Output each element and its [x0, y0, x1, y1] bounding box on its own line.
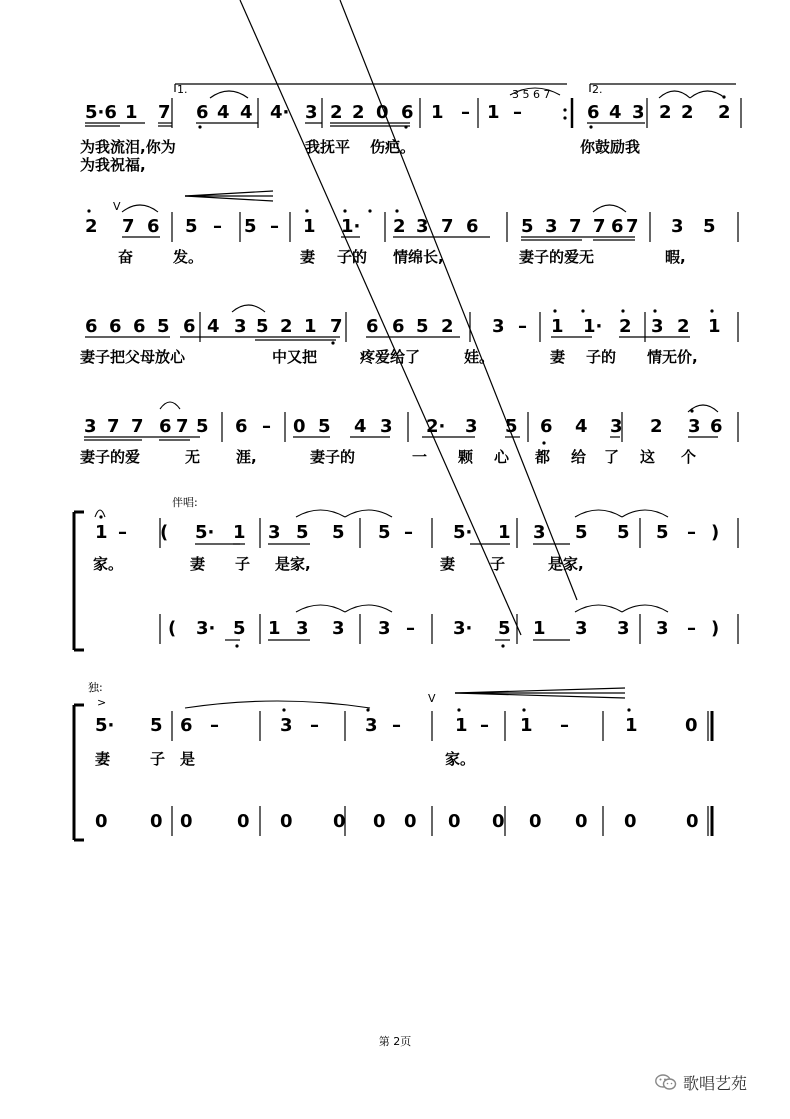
- note: (: [160, 522, 169, 543]
- lyric: 子: [490, 555, 506, 573]
- octave-dot: [542, 441, 545, 444]
- note: 3: [365, 715, 378, 736]
- note: 3: [632, 102, 645, 123]
- note: 4: [575, 416, 588, 437]
- note: 3: [416, 216, 429, 237]
- note: 5: [575, 522, 588, 543]
- lyric: 是家,: [548, 555, 584, 573]
- note: –: [560, 715, 569, 736]
- note: 2: [718, 102, 731, 123]
- note: 0: [180, 811, 193, 832]
- tie: [659, 91, 690, 98]
- wechat-icon: [655, 1073, 677, 1091]
- note: –: [392, 715, 401, 736]
- watermark: [655, 1072, 747, 1092]
- note: –: [461, 102, 470, 123]
- note: 2: [441, 316, 454, 337]
- note: 5: [157, 316, 170, 337]
- part-label: 独:: [88, 681, 103, 694]
- lyric: 奋: [118, 248, 134, 266]
- lyric: 你鼓励我: [580, 138, 641, 156]
- accent-mark: >: [97, 696, 107, 709]
- crescendo-hairpin: [455, 688, 625, 693]
- octave-dot: [710, 309, 713, 312]
- watermark-text: 歌唱艺苑: [683, 1073, 748, 1093]
- lyric: 情绵长,: [393, 248, 444, 266]
- note: 6: [183, 316, 196, 337]
- note: 1: [708, 316, 721, 337]
- note: 2: [681, 102, 694, 123]
- note: 5: [318, 416, 331, 437]
- note: 6: [85, 316, 98, 337]
- note: 0: [575, 811, 588, 832]
- octave-dot: [457, 708, 460, 711]
- octave-dot: [522, 708, 525, 711]
- fermata: [160, 402, 180, 409]
- lyric: 一: [412, 448, 428, 466]
- lyric: 发。: [173, 248, 204, 266]
- note: 3: [380, 416, 393, 437]
- note: 4·: [270, 102, 290, 123]
- octave-dot: [404, 125, 407, 128]
- octave-dot: [690, 409, 693, 412]
- note: 4: [207, 316, 220, 337]
- note: 7: [158, 102, 171, 123]
- note: 6: [401, 102, 414, 123]
- breath-mark: V: [113, 200, 121, 213]
- note: 6: [611, 216, 624, 237]
- note: 5: [498, 618, 511, 639]
- lyric: 伤疤。: [370, 138, 416, 156]
- note: 6: [159, 416, 172, 437]
- note: 5: [244, 216, 257, 237]
- note: 4: [354, 416, 367, 437]
- note: 7: [593, 216, 606, 237]
- note: 6: [133, 316, 146, 337]
- tie: [622, 510, 668, 517]
- breath-mark: V: [428, 692, 436, 705]
- slur: [210, 91, 248, 98]
- note: 1·: [583, 316, 603, 337]
- note: 1: [303, 216, 316, 237]
- note: 0: [280, 811, 293, 832]
- lyric: 妻子的爱: [80, 448, 141, 466]
- note: 6: [109, 316, 122, 337]
- note: 0: [685, 715, 698, 736]
- note: 6: [587, 102, 600, 123]
- note: (: [168, 618, 177, 639]
- note: 6: [366, 316, 379, 337]
- octave-dot: [627, 708, 630, 711]
- note: 3: [234, 316, 247, 337]
- note: 1: [520, 715, 533, 736]
- lyric: 给: [571, 448, 587, 466]
- note: 0: [448, 811, 461, 832]
- note: 3: [378, 618, 391, 639]
- tie: [185, 701, 370, 708]
- note: 1: [304, 316, 317, 337]
- note: 7: [122, 216, 135, 237]
- note: –: [513, 102, 522, 123]
- note: 0: [624, 811, 637, 832]
- lyric: 是: [180, 750, 196, 768]
- note: 5·: [453, 522, 473, 543]
- octave-dot: [282, 708, 285, 711]
- lyric: 娃。: [464, 348, 495, 366]
- note: 5: [233, 618, 246, 639]
- note: 3: [575, 618, 588, 639]
- note: 3: [671, 216, 684, 237]
- note: –: [687, 522, 696, 543]
- note: 7: [176, 416, 189, 437]
- note: 1: [625, 715, 638, 736]
- note: 0: [150, 811, 163, 832]
- octave-dot: [722, 95, 725, 98]
- lyric: 无: [185, 448, 201, 466]
- note: 2·: [426, 416, 446, 437]
- note: 2: [85, 216, 98, 237]
- tie: [296, 510, 345, 517]
- note: 6: [710, 416, 723, 437]
- lyric: 妻子的: [310, 448, 356, 466]
- grace-notes: 3 5 6 7: [512, 88, 551, 101]
- octave-dot: [581, 309, 584, 312]
- note: –: [518, 316, 527, 337]
- slur: [232, 305, 265, 312]
- note: 0: [529, 811, 542, 832]
- note: 0: [492, 811, 505, 832]
- tie: [345, 510, 392, 517]
- octave-dot: [653, 309, 656, 312]
- note: 6: [392, 316, 405, 337]
- note: 2: [659, 102, 672, 123]
- note: –: [310, 715, 319, 736]
- note: 1: [487, 102, 500, 123]
- note: –: [406, 618, 415, 639]
- lyric: 我抚平: [305, 138, 351, 156]
- note: –: [270, 216, 279, 237]
- note: 6: [466, 216, 479, 237]
- lyric: 子的: [337, 248, 368, 266]
- note: 1·: [341, 216, 361, 237]
- lyric: 这: [640, 448, 656, 466]
- note: 0: [95, 811, 108, 832]
- lyric: 子: [235, 555, 251, 573]
- note: 1: [455, 715, 468, 736]
- note: 5: [617, 522, 630, 543]
- note: –: [262, 416, 271, 437]
- lyric: 妻: [300, 248, 316, 266]
- slur: [122, 205, 158, 212]
- note: –: [210, 715, 219, 736]
- note: 5: [185, 216, 198, 237]
- note: 5·6: [85, 102, 117, 123]
- note: 1: [95, 522, 108, 543]
- octave-dot: [621, 309, 624, 312]
- lyric: 为我祝福,: [80, 156, 146, 174]
- lyric: 家。: [93, 555, 124, 573]
- note: 0: [376, 102, 389, 123]
- lyric: 都: [535, 448, 551, 466]
- note: 6: [196, 102, 209, 123]
- note: 3: [84, 416, 97, 437]
- note: 5: [656, 522, 669, 543]
- note: 1: [498, 522, 511, 543]
- note: –: [404, 522, 413, 543]
- tie: [345, 605, 392, 612]
- note: 3: [296, 618, 309, 639]
- note: 3: [332, 618, 345, 639]
- crescendo-hairpin: [185, 196, 273, 201]
- note: 2: [330, 102, 343, 123]
- octave-dot: [87, 209, 90, 212]
- note: 0: [404, 811, 417, 832]
- note: –: [480, 715, 489, 736]
- lyric: 妻子把父母放心: [80, 348, 186, 366]
- tie: [690, 91, 725, 98]
- note: 1: [431, 102, 444, 123]
- note: 7: [626, 216, 639, 237]
- tie: [575, 605, 622, 612]
- octave-dot: [368, 209, 371, 212]
- note: 1: [125, 102, 138, 123]
- octave-dot: [589, 125, 592, 128]
- note: 5: [150, 715, 163, 736]
- lyric: 暇,: [665, 248, 686, 266]
- tie: [296, 605, 345, 612]
- note: 7: [569, 216, 582, 237]
- note: –: [687, 618, 696, 639]
- note: 7: [330, 316, 343, 337]
- repeat-dot: [563, 116, 566, 119]
- note: 4: [609, 102, 622, 123]
- octave-dot: [198, 125, 201, 128]
- octave-dot: [395, 209, 398, 212]
- note: 2: [650, 416, 663, 437]
- lyric: 妻: [190, 555, 206, 573]
- note: 0: [237, 811, 250, 832]
- note: 3: [492, 316, 505, 337]
- note: 5: [521, 216, 534, 237]
- note: 2: [352, 102, 365, 123]
- octave-dot: [305, 209, 308, 212]
- ending-label: 1.: [177, 83, 188, 96]
- note: 3: [305, 102, 318, 123]
- note: 1: [533, 618, 546, 639]
- note: 3: [545, 216, 558, 237]
- octave-dot: [331, 341, 334, 344]
- page-number: 第 2页: [378, 1035, 412, 1048]
- octave-dot: [553, 309, 556, 312]
- octave-dot: [501, 644, 504, 647]
- octave-dot: [366, 708, 369, 711]
- crescendo-hairpin: [185, 191, 273, 196]
- note: 6: [235, 416, 248, 437]
- note: 3: [617, 618, 630, 639]
- note: 3·: [196, 618, 216, 639]
- note: 3: [610, 416, 623, 437]
- note: 0: [686, 811, 699, 832]
- tie: [575, 510, 622, 517]
- note: 0: [333, 811, 346, 832]
- repeat-dot: [563, 108, 566, 111]
- octave-dot: [99, 515, 102, 518]
- note: 4: [217, 102, 230, 123]
- note: 2: [677, 316, 690, 337]
- note: 7: [107, 416, 120, 437]
- note: 5: [256, 316, 269, 337]
- note: 1: [551, 316, 564, 337]
- note: 1: [233, 522, 246, 543]
- note: 2: [393, 216, 406, 237]
- note: 5: [378, 522, 391, 543]
- lyric: 妻: [95, 750, 111, 768]
- note: 1: [268, 618, 281, 639]
- note: 0: [373, 811, 386, 832]
- note: 6: [147, 216, 160, 237]
- note: 0: [293, 416, 306, 437]
- note: 5·: [195, 522, 215, 543]
- note: 3: [688, 416, 701, 437]
- part-label: 伴唱:: [172, 496, 198, 509]
- note: 3: [656, 618, 669, 639]
- lyric: 是家,: [275, 555, 311, 573]
- lyric: 子: [150, 750, 166, 768]
- note: 6: [540, 416, 553, 437]
- note: ): [711, 522, 720, 543]
- note: 2: [619, 316, 632, 337]
- note: 6: [180, 715, 193, 736]
- lyric: 妻子的爱无: [519, 248, 595, 266]
- lyric: 了: [604, 448, 620, 466]
- note: 5·: [95, 715, 115, 736]
- note: ): [711, 618, 720, 639]
- note: 2: [280, 316, 293, 337]
- lyric: 个: [681, 448, 697, 466]
- ending-label: 2.: [592, 83, 603, 96]
- note: 5: [332, 522, 345, 543]
- note: –: [118, 522, 127, 543]
- crescendo-hairpin: [455, 693, 625, 698]
- note: 3: [280, 715, 293, 736]
- lyric: 涯,: [236, 448, 257, 466]
- lyric: 为我流泪,你为: [80, 138, 176, 156]
- lyric: 颗: [458, 448, 474, 466]
- octave-dot: [235, 644, 238, 647]
- lyric: 情无价,: [647, 348, 698, 366]
- lyric: 心: [494, 448, 510, 466]
- note: 3: [651, 316, 664, 337]
- lyric: 中又把: [272, 348, 318, 366]
- note: 5: [296, 522, 309, 543]
- note: 3: [465, 416, 478, 437]
- fermata: [593, 205, 626, 212]
- note: 3: [533, 522, 546, 543]
- note: 4: [240, 102, 253, 123]
- lyric: 妻: [550, 348, 566, 366]
- tie: [622, 605, 668, 612]
- note: 3·: [453, 618, 473, 639]
- lyric: 家。: [445, 750, 476, 768]
- note: 5: [703, 216, 716, 237]
- note: 3: [268, 522, 281, 543]
- note: –: [213, 216, 222, 237]
- note: 5: [416, 316, 429, 337]
- octave-dot: [343, 209, 346, 212]
- lyric: 妻: [440, 555, 456, 573]
- note: 7: [131, 416, 144, 437]
- lyric: 子的: [586, 348, 617, 366]
- note: 5: [196, 416, 209, 437]
- note: 5: [505, 416, 518, 437]
- note: 7: [441, 216, 454, 237]
- lyric: 疼爱给了: [360, 348, 421, 366]
